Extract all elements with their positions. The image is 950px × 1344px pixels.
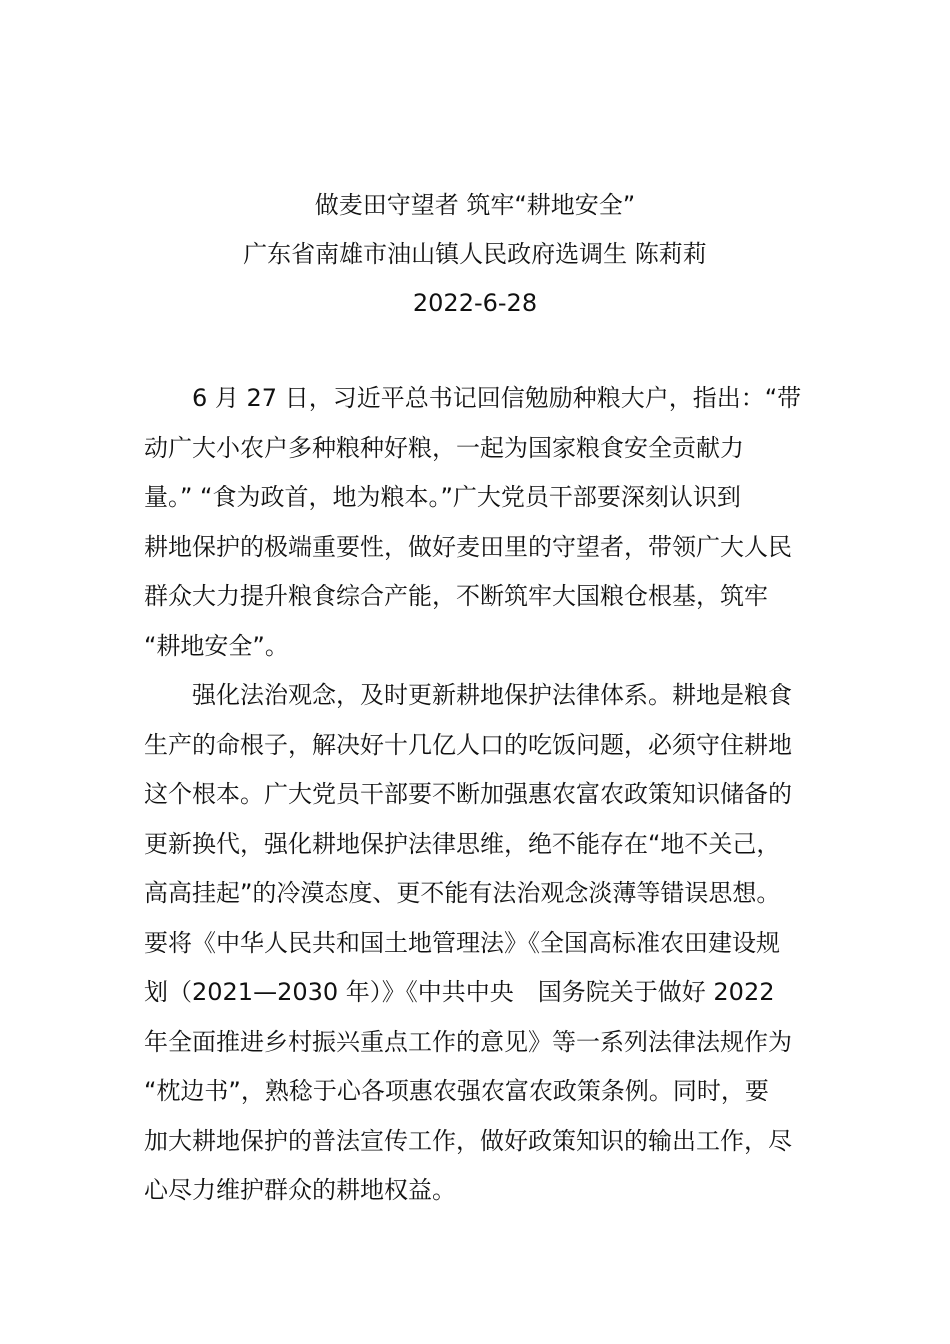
- paragraph-line: 加大耕地保护的普法宣传工作，做好政策知识的输出工作，尽: [144, 1126, 792, 1155]
- paragraph-line: 高高挂起”的冷漠态度、更不能有法治观念淡薄等错误思想。: [144, 879, 781, 907]
- paragraph-line: 年全面推进乡村振兴重点工作的意见》等一系列法律法规作为: [144, 1027, 792, 1056]
- paragraph-line: 动广大小农户多种粮种好粮，一起为国家粮食安全贡献力: [144, 433, 744, 462]
- paragraph-line: 耕地保护的极端重要性，做好麦田里的守望者，带领广大人民: [144, 532, 792, 561]
- document-body: [144, 374, 804, 1216]
- paragraph-line: 生产的命根子，解决好十几亿人口的吃饭问题，必须守住耕地: [144, 730, 792, 759]
- paragraph-line: 要将《中华人民共和国土地管理法》《全国高标准农田建设规: [144, 928, 780, 957]
- paragraph-line: 更新换代，强化耕地保护法律思维，绝不能存在“地不关己，: [144, 829, 781, 858]
- paragraph-line: 群众大力提升粮食综合产能，不断筑牢大国粮仓根基，筑牢: [144, 582, 768, 610]
- paragraph-1: [144, 374, 804, 671]
- paragraph-line: 划（2021—2030 年）》《中共中央 国务院关于做好 2022: [144, 978, 775, 1006]
- paragraph-2: [144, 671, 804, 1216]
- paragraph-line: 这个根本。广大党员干部要不断加强惠农富农政策知识储备的: [144, 780, 792, 808]
- paragraph-line: 强化法治观念，及时更新耕地保护法律体系。耕地是粮食: [192, 681, 792, 709]
- paragraph-line: “枕边书”，熟稔于心各项惠农强农富农政策条例。同时，要: [144, 1077, 769, 1105]
- document-date: 2022-6-28: [412, 289, 538, 317]
- paragraph-line: “耕地安全”。: [144, 631, 289, 660]
- paragraph-line: 心尽力维护群众的耕地权益。: [144, 1176, 456, 1204]
- paragraph-line: 量。” “食为政首，地为粮本。”广大党员干部要深刻认识到: [144, 483, 741, 511]
- paragraph-line: 6 月 27 日，习近平总书记回信勉励种粮大户，指出：“带: [192, 384, 802, 412]
- document-title: 做麦田守望者 筑牢“耕地安全”: [314, 191, 636, 219]
- document-header: [0, 181, 950, 328]
- author-line: 广东省南雄市油山镇人民政府选调生 陈莉莉: [243, 240, 707, 268]
